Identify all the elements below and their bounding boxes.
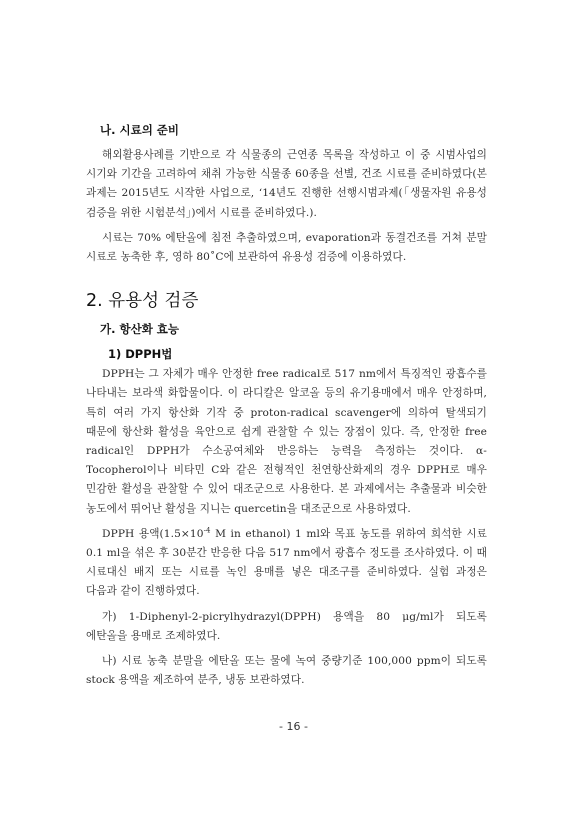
- page-content: [86, 122, 487, 690]
- section-heading-utility-verification: 2. 유용성 검증: [86, 291, 199, 312]
- paragraph-sample-extraction: 시료는 70% 에탄올에 침전 추출하였으며, evaporation과 동결건조를 거쳐 분말 시료로 농축한 후, 영하 80˚C에 보관하여 유용성 검증에 이용하였다.: [86, 231, 487, 264]
- paragraph-step-a: 가) 1-Diphenyl-2-picrylhydrazyl(DPPH) 용액을 80 μg/ml가 되도록 에탄올을 용매로 조제하였다.: [86, 610, 487, 642]
- section-heading-sample-prep: 나. 시료의 준비: [100, 123, 180, 137]
- dpph-method-text-b: M in ethanol) 1 ml와 목표 농도를 위하여 희석한 시료 0.1 ml을 섞은 후 30분간 반응한 다음 517 nm에서 광흡수 정도를 조사하였다. 이 때 시료대신 배지 또는 시료를 녹인 용매를 넣은 대조구를 준비하였다. 실험 과정은 다음과 같이 진행하였다.: [86, 527, 487, 598]
- subsection-heading-dpph: 1) DPPH법: [108, 347, 173, 362]
- paragraph-dpph-method: [86, 525, 487, 602]
- subsection-heading-antioxidant: 가. 항산화 효능: [100, 322, 180, 337]
- paragraph-sample-selection: 해외활용사례를 기반으로 각 식물종의 근연종 목록을 작성하고 이 중 시범사업의 시기와 기간을 고려하여 채취 가능한 식물종 60종을 선별, 건조 시료를 준비하였다(본 과제는 2015년도 시작한 사업으로, ‘14년도 진행한 선행시범과제(「생물자원 유용성 검증을 위한 시험분석」)에서 시료를 준비하였다.).: [86, 149, 487, 219]
- dpph-method-text-a: DPPH 용액(1.5×10: [102, 527, 204, 540]
- paragraph-dpph-description: DPPH는 그 자체가 매우 안정한 free radical로 517 nm에서 특징적인 광흡수를 나타내는 보라색 화합물이다. 이 라디칼은 알코올 등의 유기용매에서 매우 안정하며, 특히 여러 가지 항산화 기작 중 proton-radical scavenger에 의하여 탈색되기 때문에 항산화 활성을 육안으로 쉽게 관찰할 수 있는 장점이 있다. 즉, 안정한 free radical인 DPPH가 수소공여체와 반응하는 능력을 측정하는 것이다. α-Tocopherol이나 비타민 C와 같은 전형적인 천연항산화제의 경우 DPPH로 매우 민감한 활성을 관찰할 수 있어 대조군으로 사용한다. 본 과제에서는 추출물과 비슷한 농도에서 뛰어난 활성을 지니는 quercetin을 대조군으로 사용하였다.: [86, 368, 487, 515]
- paragraph-step-b: 나) 시료 농축 분말을 에탄올 또는 물에 녹여 중량기준 100,000 ppm이 되도록 stock 용액을 제조하여 분주, 냉동 보관하였다.: [86, 655, 487, 687]
- dpph-exponent: -4: [203, 526, 211, 535]
- page-number: - 16 -: [279, 720, 308, 733]
